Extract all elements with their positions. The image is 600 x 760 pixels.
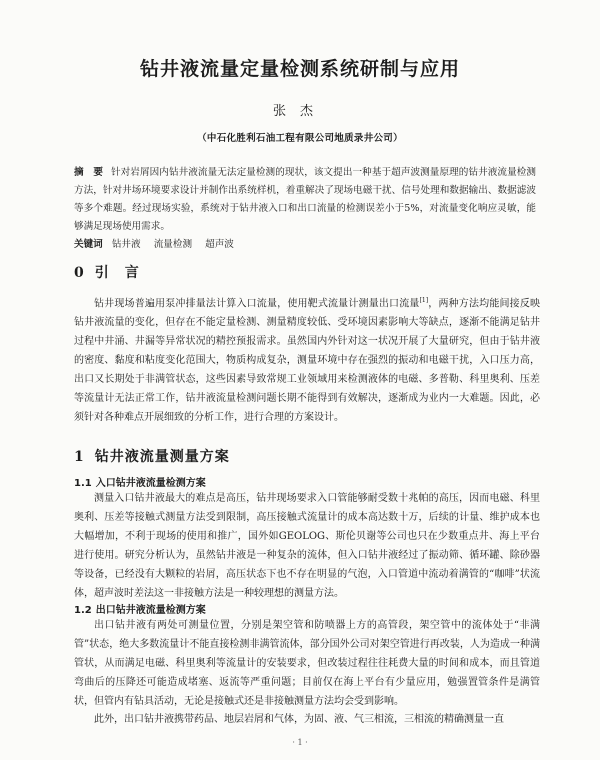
intro-paragraph: 钻井现场普遍用泵冲排量法计算入口流量，使用靶式流量计测量出口流量[1]，两种方法均能间接反映钻井液流量的变化，但存在不能定量检测、测量精度较低、受环境因素影响大等缺点，逐渐不能满足钻井过程中井涌、井漏等异常状况的精控预报需求。虽然国内外针对这一状况开展了大量研究，但由于钻井液的密度、黏度和粘度变化范围大，物质构成复杂，测量环境中存在强烈的振动和电磁干扰，入口压力高，出口又长期处于非满管状态，这些因素导致常规工业领域用来检测液体的电磁、多普勒、科里奥利、压差等流量计无法正常工作，钻井液流量检测问题长期不能得到有效解决，逐渐成为业内一大难题。因此，必须针对各种难点开展细致的分析工作，进行合理的方案设计。 bbox=[74, 297, 541, 424]
section-title: 引 言 bbox=[94, 265, 140, 281]
subsection-title: 入口钻井液流量检测方案 bbox=[95, 478, 206, 489]
paragraph-1-1: 测量入口钻井液最大的难点是高压，钻井现场要求入口管能够耐受数十兆帕的高压，因而电磁、科里奥利、压差等接触式测量方法受到限制，高压接触式流量计的成本高达数十万，后续的计量、维护成本也大幅增加，不利于现场的使用和推广，国外如GEOLOG、斯伦贝谢等公司也只在少数重点井、海上平台进行使用。研究分析认为，虽然钻井液是一种复杂的流体，但入口钻井液经过了振动筛、循环罐、除砂器等设备，已经没有大颗粒的岩屑，高压状态下也不存在明显的气泡，入口管道中流动着满管的“咖啡”状流体，超声波时差法这一非接触方法是一种较理想的测量方法。 bbox=[74, 493, 540, 599]
subsection-number: 1.2 bbox=[74, 605, 92, 616]
section-number: 1 bbox=[74, 449, 85, 465]
subsection-heading-1-2 bbox=[74, 601, 206, 616]
author-affiliation: （中石化胜利石油工程有限公司地质录井公司） bbox=[197, 133, 403, 144]
section-number: 0 bbox=[74, 265, 85, 281]
citation-ref: [1] bbox=[419, 297, 429, 304]
section-title: 钻井液流量测量方案 bbox=[94, 449, 230, 465]
abstract-block bbox=[74, 164, 536, 236]
keywords-block bbox=[74, 238, 536, 252]
author-name: 张杰 bbox=[272, 104, 327, 119]
section-heading-intro bbox=[74, 262, 140, 282]
keyword: 超声波 bbox=[205, 239, 234, 250]
keyword: 钻井液 bbox=[111, 239, 141, 250]
paragraph-1-2: 出口钻井液有两处可测量位置，分别是架空管和防喷器上方的高管段，架空管中的流体处于“非满管”状态，绝大多数流量计不能直接检测非满管流体，部分国外公司对架空管进行再改装，人为造成一种满管状，从而满足电磁、科里奥利等流量计的安装要求，但改装过程往往耗费大量的时间和成本，而且管道弯曲后的压降还可能造成堵塞、返流等严重问题；目前仅在海上平台有少量应用，勉强置管条件是满管状，但管内有钻具活动，无论是接触式还是非接触测量方法均会受到影响。 bbox=[74, 620, 540, 707]
keyword: 流量检测 bbox=[153, 239, 193, 250]
paper-title: 钻井液流量定量检测系统研制与应用 bbox=[139, 58, 460, 80]
keywords-label: 关键词 bbox=[74, 239, 103, 250]
abstract-text: 针对岩屑因内钻井液流量无法定量检测的现状，该文提出一种基于超声波测量原理的钻井液流量检测方法，针对井场环境要求设计并制作出系统样机，着重解决了现场电磁干扰、信号处理和数据输出、数据滤波等多个难题。经过现场实验，系统对于钻井液入口和出口流量的检测误差小于5%，对流量变化响应灵敏，能够满足现场使用需求。 bbox=[74, 167, 537, 232]
section-heading-1 bbox=[74, 446, 230, 466]
subsection-heading-1-1 bbox=[74, 474, 206, 489]
subsection-title: 出口钻井液流量检测方案 bbox=[95, 605, 206, 616]
paragraph-1-2-continued: 此外，出口钻井液携带药品、地层岩屑和气体，为固、液、气三相流，三相流的精确测量一直 bbox=[94, 714, 504, 725]
subsection-number: 1.1 bbox=[74, 478, 92, 489]
page-number: · 1 · bbox=[292, 738, 308, 747]
abstract-label: 摘 要 bbox=[74, 167, 103, 178]
